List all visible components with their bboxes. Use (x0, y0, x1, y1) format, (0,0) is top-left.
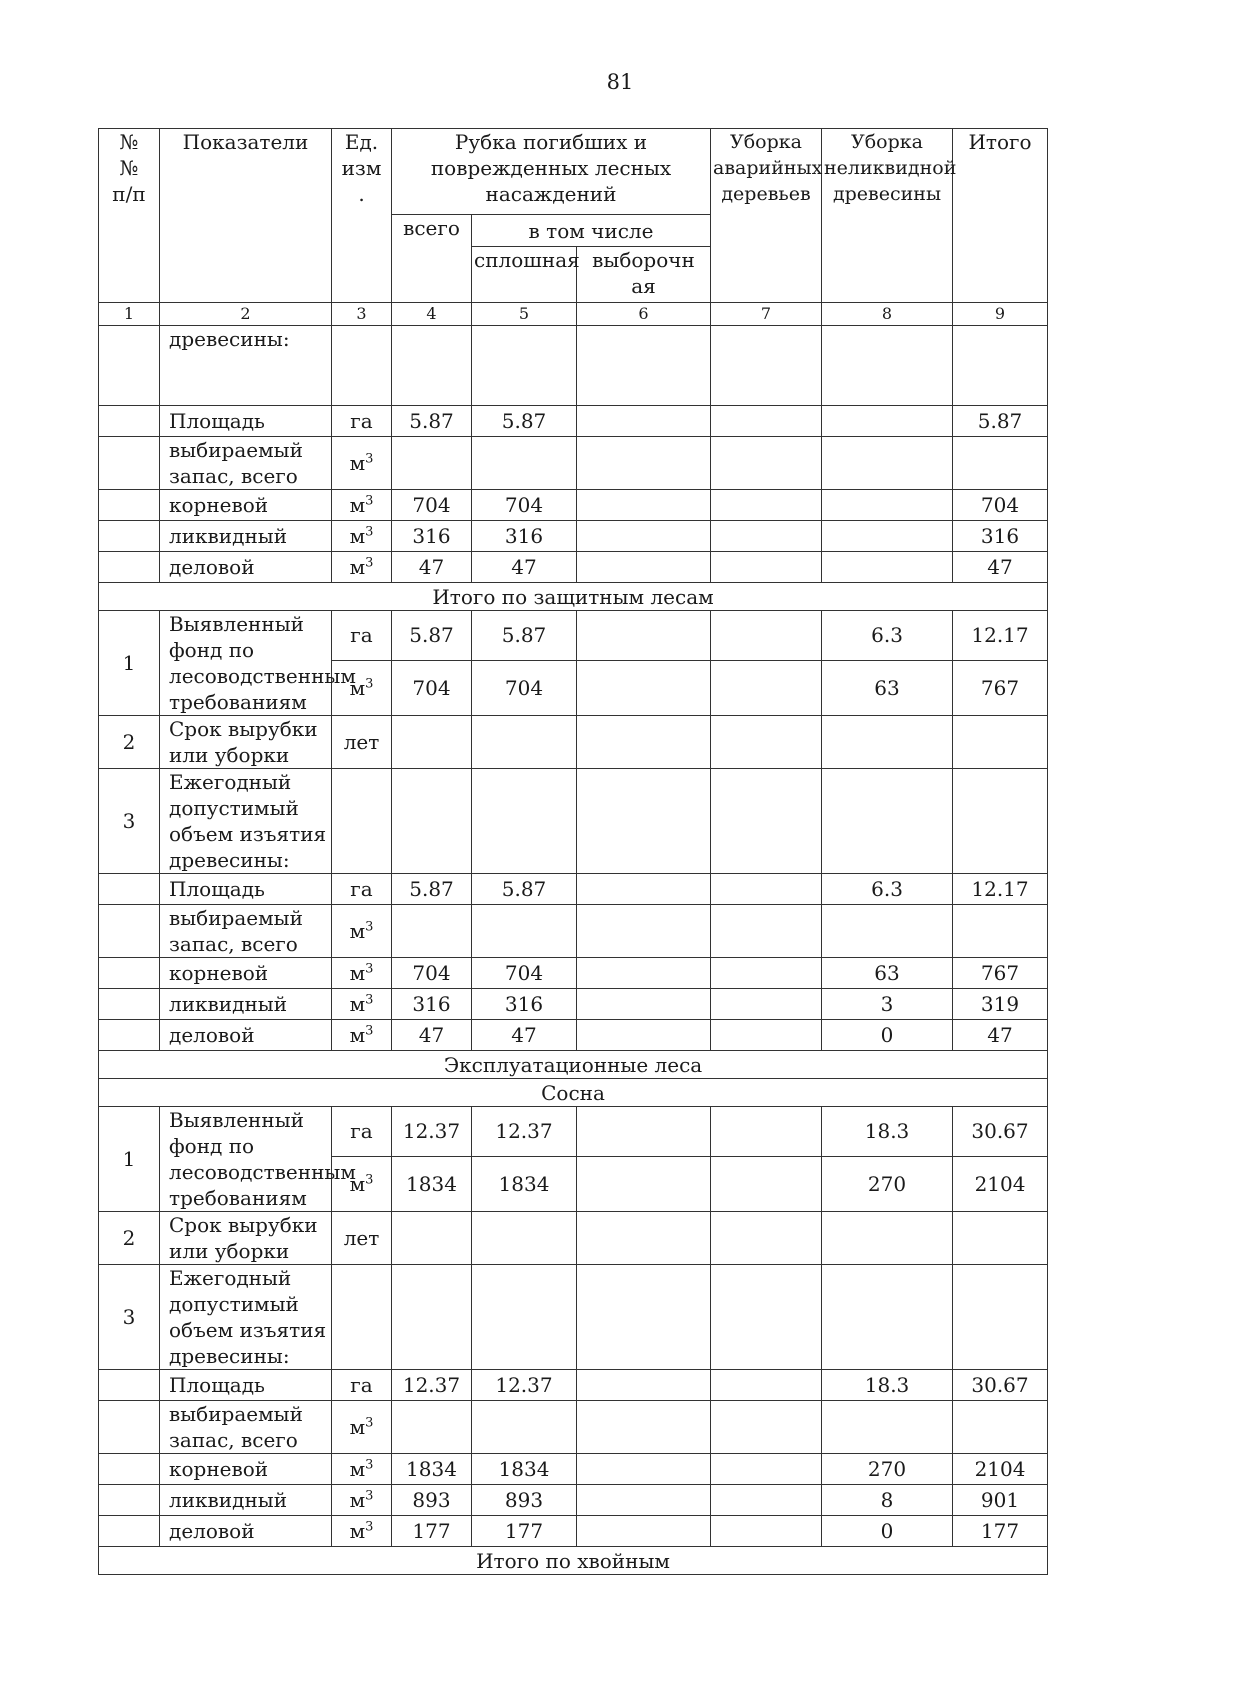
table-row: выбираемый запас, всего $м^3$ (99, 1401, 1048, 1454)
unit-m3: $м^3$ (332, 989, 392, 1020)
table-row: ликвидный $м^3$ 316 316 316 (99, 521, 1048, 552)
unit-m3: $м^3$ (332, 1485, 392, 1516)
header-col-including: в том числе (472, 215, 711, 247)
table-row: 1 Выявленный фонд по лесоводственным требованиям га 5.87 5.87 6.3 12.17 (99, 611, 1048, 661)
unit-m3: $м^3$ (332, 552, 392, 583)
table-row: деловой $м^3$ 47 47 0 47 (99, 1020, 1048, 1051)
table-row: деловой $м^3$ 177 177 0 177 (99, 1516, 1048, 1547)
unit-m3: $м^3$ (332, 1516, 392, 1547)
table-row: 3 Ежегодный допустимый объем изъятия древесины: (99, 1265, 1048, 1370)
unit-m3: $м^3$ (332, 1020, 392, 1051)
forestry-table (98, 128, 1048, 1575)
table-row: древесины: (99, 326, 1048, 406)
table-row: Площадь га 5.87 5.87 5.87 (99, 406, 1048, 437)
header-col-number: № № п/п (99, 129, 160, 303)
section-heading: Сосна (99, 1079, 1048, 1107)
header-col-felling: Рубка погибших и поврежденных лесных насаждений (392, 129, 711, 215)
page-number: 81 (606, 70, 634, 94)
table-row: 2 Срок вырубки или уборки лет (99, 716, 1048, 769)
table-row: выбираемый запас, всего $м^3$ (99, 437, 1048, 490)
section-heading: Итого по хвойным (99, 1547, 1048, 1575)
table-row: 3 Ежегодный допустимый объем изъятия древесины: (99, 769, 1048, 874)
unit-m3: $м^3$ (332, 437, 392, 490)
column-numbers-row: 1 2 3 4 5 6 7 8 9 (99, 303, 1048, 326)
header-col-unit: Ед. изм . (332, 129, 392, 303)
header-col-sum: Итого (953, 129, 1048, 303)
table-row: Площадь га 12.37 12.37 18.3 30.67 (99, 1370, 1048, 1401)
section-heading: Эксплуатационные леса (99, 1051, 1048, 1079)
header-col-illiquid: Уборка неликвидной древесины (822, 129, 953, 303)
table-row: $м^3$ 704 704 63 767 (99, 660, 1048, 715)
table-row: корневой $м^3$ 704 704 63 767 (99, 958, 1048, 989)
table-row: выбираемый запас, всего $м^3$ (99, 905, 1048, 958)
table-row: корневой $м^3$ 1834 1834 270 2104 (99, 1454, 1048, 1485)
unit-m3: $м^3$ (332, 1156, 392, 1211)
table-row: 1 Выявленный фонд по лесоводственным требованиям га 12.37 12.37 18.3 30.67 (99, 1107, 1048, 1157)
table-row: Площадь га 5.87 5.87 6.3 12.17 (99, 874, 1048, 905)
unit-m3: $м^3$ (332, 1401, 392, 1454)
table-row: 2 Срок вырубки или уборки лет (99, 1212, 1048, 1265)
table-row: $м^3$ 1834 1834 270 2104 (99, 1156, 1048, 1211)
table-row: ликвидный $м^3$ 316 316 3 319 (99, 989, 1048, 1020)
header-col-indicators: Показатели (160, 129, 332, 303)
header-col-clear: сплошная (472, 247, 577, 303)
table-row: деловой $м^3$ 47 47 47 (99, 552, 1048, 583)
table-row: корневой $м^3$ 704 704 704 (99, 490, 1048, 521)
table-row: ликвидный $м^3$ 893 893 8 901 (99, 1485, 1048, 1516)
unit-m3: $м^3$ (332, 490, 392, 521)
unit-m3: $м^3$ (332, 905, 392, 958)
unit-m3: $м^3$ (332, 1454, 392, 1485)
unit-m3: $м^3$ (332, 660, 392, 715)
section-heading: Итого по защитным лесам (99, 583, 1048, 611)
unit-m3: $м^3$ (332, 958, 392, 989)
header-col-total: всего (392, 215, 472, 303)
header-col-selective: выборочн ая (577, 247, 711, 303)
header-col-emergency: Уборка аварийных деревьев (711, 129, 822, 303)
unit-m3: $м^3$ (332, 521, 392, 552)
